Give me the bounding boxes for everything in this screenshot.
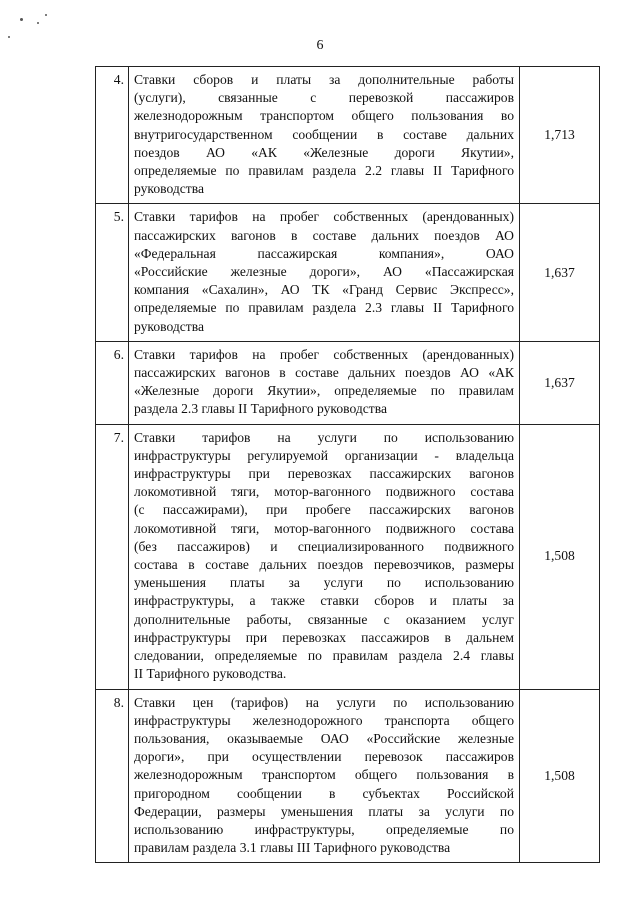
- row-value: 1,637: [520, 341, 600, 424]
- description-line: инфраструктуры при перевозках пассажирских вагонов: [134, 466, 514, 482]
- description-line: локомотивной тяги, мотор-вагонного подвижного состава: [134, 520, 514, 536]
- row-description: [129, 689, 520, 863]
- description-line: пригородном сообщении в субъектах Российской: [134, 785, 514, 801]
- table-row: [96, 67, 600, 204]
- description-line: железнодорожным транспортом общего пользования во: [134, 108, 514, 124]
- description-line: (с пассажирами), при пробеге пассажирских вагонов: [134, 502, 514, 518]
- row-value: 1,508: [520, 424, 600, 689]
- row-value: 1,713: [520, 67, 600, 204]
- description-line: инфраструктуры, а также ставки сборов и платы за: [134, 593, 514, 609]
- description-line: инфраструктуры регулируемой организации - владельца: [134, 447, 514, 463]
- row-index: 7.: [96, 424, 129, 689]
- row-index: 4.: [96, 67, 129, 204]
- description-line: определяемые по правилам раздела 2.3 главы II Тарифного: [134, 300, 514, 316]
- row-description: [129, 204, 520, 341]
- description-line: дополнительные работы, связанные с оказанием услуг: [134, 611, 514, 627]
- description-line: состава в составе дальних поездов перевозчиков, размеры: [134, 557, 514, 573]
- description-line: Ставки тарифов на услуги по использованию: [134, 429, 514, 445]
- scan-speck: [20, 18, 23, 21]
- description-line: «Железные дороги Якутии», определяемые по правилам: [134, 383, 514, 399]
- row-index: 8.: [96, 689, 129, 863]
- description-line: пользования, оказываемые ОАО «Российские железные: [134, 730, 514, 746]
- scan-speck: [37, 22, 39, 24]
- description-line: Ставки сборов и платы за дополнительные работы: [134, 72, 514, 87]
- description-line: определяемые по правилам раздела 2.2 главы II Тарифного: [134, 163, 514, 179]
- row-description: [129, 67, 520, 204]
- description-line: II Тарифного руководства.: [134, 666, 287, 682]
- description-line: железнодорожным транспортом общего пользования в: [134, 767, 514, 783]
- scan-speck: [45, 14, 47, 16]
- description-line: пассажирских вагонов в составе дальних поездов АО «АК: [134, 365, 514, 381]
- description-line: внутригосударственном сообщении в составе дальних: [134, 126, 514, 142]
- table-row: [96, 204, 600, 341]
- row-index: 5.: [96, 204, 129, 341]
- description-line: Ставки тарифов на пробег собственных (арендованных): [134, 209, 514, 225]
- description-line: уменьшения платы за услуги по использованию: [134, 575, 514, 591]
- description-line: пассажирских вагонов в составе дальних поездов АО: [134, 227, 514, 243]
- page-number: 6: [316, 38, 324, 53]
- row-value: 1,637: [520, 204, 600, 341]
- description-line: руководства: [134, 318, 205, 334]
- row-description: [129, 424, 520, 689]
- description-line: инфраструктуры при перевозках пассажиров в дальнем: [134, 629, 514, 645]
- description-line: Ставки цен (тарифов) на услуги по использованию: [134, 694, 514, 710]
- description-line: поездов АО «АК «Железные дороги Якутии»,: [134, 144, 514, 160]
- description-line: инфраструктуры железнодорожного транспорта общего: [134, 712, 514, 728]
- description-line: следовании, определяемые по правилам раздела 2.4 главы: [134, 648, 514, 664]
- table-row: [96, 341, 600, 424]
- description-line: использованию инфраструктуры, определяемые по: [134, 821, 514, 837]
- row-value: 1,508: [520, 689, 600, 863]
- description-line: дороги», при осуществлении перевозок пассажиров: [134, 749, 514, 765]
- description-line: руководства: [134, 181, 205, 197]
- description-line: (без пассажиров) и специализированного подвижного: [134, 538, 514, 554]
- rates-table-body: [96, 67, 600, 863]
- description-line: «Российские железные дороги», АО «Пассажирская: [134, 264, 514, 280]
- table-row: [96, 424, 600, 689]
- row-index: 6.: [96, 341, 129, 424]
- description-line: компания «Сахалин», АО ТК «Гранд Сервис Экспресс»,: [134, 282, 514, 298]
- description-line: правилам раздела 3.1 главы III Тарифного руководства: [134, 840, 451, 856]
- description-line: Федерации, размеры уменьшения платы за услуги по: [134, 803, 514, 819]
- row-description: [129, 341, 520, 424]
- description-line: локомотивной тяги, мотор-вагонного подвижного состава: [134, 484, 514, 500]
- table-row: [96, 689, 600, 863]
- description-line: (услуги), связанные с перевозкой пассажиров: [134, 90, 514, 106]
- description-line: раздела 2.3 главы II Тарифного руководства: [134, 401, 388, 417]
- description-line: «Федеральная пассажирская компания», ОАО: [134, 245, 514, 261]
- rates-table: [95, 66, 600, 863]
- description-line: Ставки тарифов на пробег собственных (арендованных): [134, 346, 514, 362]
